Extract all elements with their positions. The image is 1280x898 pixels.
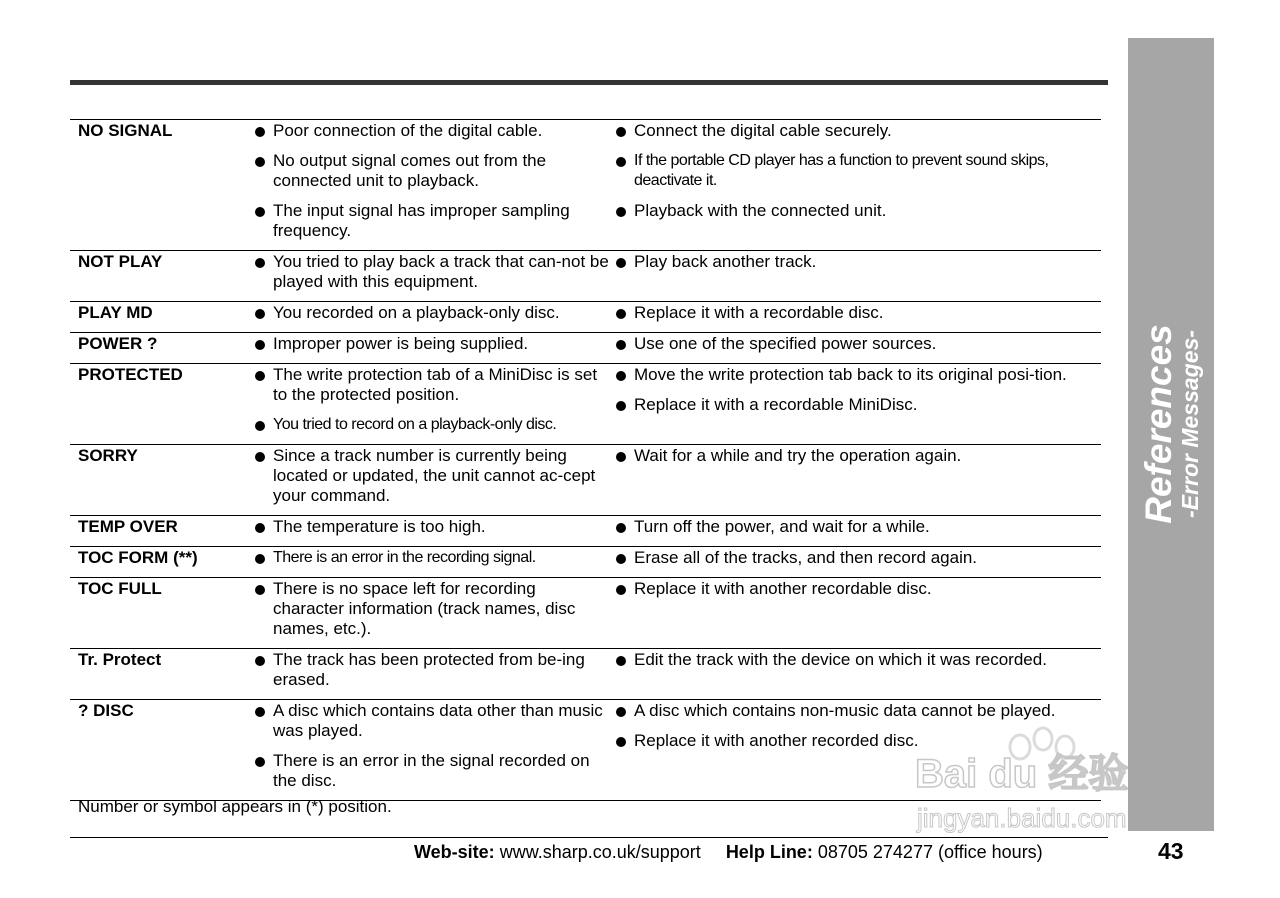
table-row [70,333,1101,364]
table-row [70,516,1101,547]
side-tab-subtitle: -Error Messages- [1177,330,1203,518]
cause-item: Poor connection of the digital cable. [249,121,610,141]
error-message: NO SIGNAL [70,120,249,251]
footnote: Number or symbol appears in (*) position. [78,797,392,816]
cause-item: There is an error in the signal recorded on the disc. [249,751,610,791]
error-messages-table [70,119,1101,801]
remedy-item: Edit the track with the device on which it was recorded. [610,650,1101,670]
table-row [70,302,1101,333]
error-message: TOC FORM (**) [70,547,249,578]
cause-item: The input signal has improper sampling frequency. [249,201,610,241]
helpline-label: Help Line: [725,842,813,862]
website-label: Web-site: [414,842,495,862]
error-message: Tr. Protect [70,649,249,700]
cause-item: Improper power is being supplied. [249,334,610,354]
cause-item: The track has been protected from be-ing erased. [249,650,610,690]
table-row [70,120,1101,251]
error-message: SORRY [70,445,249,516]
remedy-item: Wait for a while and try the operation again. [610,446,1101,466]
table-row [70,578,1101,649]
top-rule [70,80,1108,85]
remedy-item: Replace it with a recordable MiniDisc. [610,395,1101,415]
table-row [70,547,1101,578]
table-row [70,251,1101,302]
remedy-item: Connect the digital cable securely. [610,121,1101,141]
website-link[interactable]: www.sharp.co.uk/support [499,842,701,862]
cause-item: Since a track number is currently being located or updated, the unit cannot ac-cept your command. [249,446,610,506]
remedy-item: If the portable CD player has a function to prevent sound skips, deactivate it. [610,151,1101,191]
cause-item: A disc which contains data other than music was played. [249,701,610,741]
error-message: PLAY MD [70,302,249,333]
remedy-item: Play back another track. [610,252,1101,272]
cause-item: The write protection tab of a MiniDisc is set to the protected position. [249,365,610,405]
table-row [70,649,1101,700]
remedy-item: A disc which contains non-music data cannot be played. [610,701,1101,721]
remedy-item: Replace it with another recordable disc. [610,579,1101,599]
cause-item: The temperature is too high. [249,517,610,537]
remedy-item: Erase all of the tracks, and then record again. [610,548,1101,568]
footer [414,841,1043,863]
error-message: TEMP OVER [70,516,249,547]
remedy-item: Use one of the specified power sources. [610,334,1101,354]
table-row [70,364,1101,445]
watermark-url: jingyan.baidu.com [917,803,1127,833]
error-message: TOC FULL [70,578,249,649]
remedy-item: Move the write protection tab back to its original posi-tion. [610,365,1101,385]
cause-item: There is no space left for recording character information (track names, disc names, etc.). [249,579,610,639]
page-number: 43 [1158,838,1184,864]
remedy-item: Turn off the power, and wait for a while. [610,517,1101,537]
cause-item: You tried to play back a track that can-not be played with this equipment. [249,252,610,292]
baidu-watermark [905,725,1205,835]
error-message: PROTECTED [70,364,249,445]
helpline-number: 08705 274277 (office hours) [817,842,1043,862]
footer-rule [70,837,1108,838]
side-tab-label [1140,324,1202,524]
cause-item: No output signal comes out from the connected unit to playback. [249,151,610,191]
remedy-item: Replace it with another recorded disc. [610,731,1101,751]
cause-item: You recorded on a playback-only disc. [249,303,610,323]
error-message: POWER ? [70,333,249,364]
remedy-item: Replace it with a recordable disc. [610,303,1101,323]
remedy-item: Playback with the connected unit. [610,201,1101,221]
watermark-brand: Bai du 经验 [915,752,1129,796]
cause-item: You tried to record on a playback-only disc. [249,415,610,435]
error-message: ? DISC [70,700,249,801]
cause-item: There is an error in the recording signal. [249,548,610,568]
error-message: NOT PLAY [70,251,249,302]
table-row [70,445,1101,516]
side-tab-title: References [1138,324,1179,524]
